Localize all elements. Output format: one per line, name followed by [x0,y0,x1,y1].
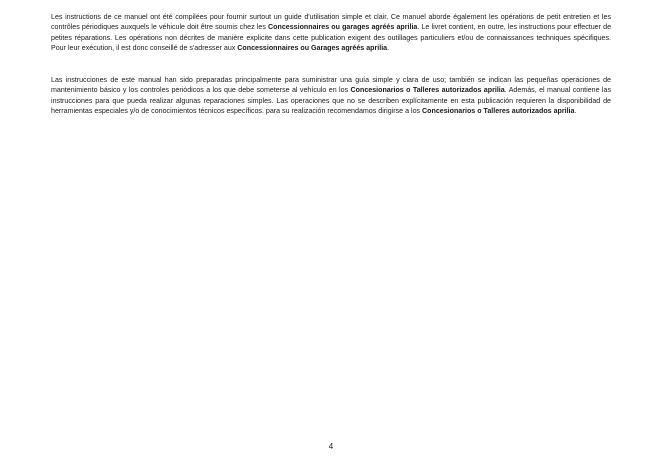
paragraph-text: Les instructions de ce manuel ont été compilées pour fournir surtout un guide d'utilisation simple et clair. Ce manuel aborde également les opérations de petit entretien et les contrôles périodiques auxquels le véhicule doit être soumis chez les [51,13,611,32]
dealer-name-bold: Concesionarios o Talleres autorizados aprilia [422,106,575,115]
page-number: 4 [328,442,334,451]
paragraph-text: Las instrucciones de este manual han sido preparadas principalmente para suministrar una guía simple y clara de uso; también se indican las pequeñas operaciones de mantenimiento básico y los controles periódicos a los que debe someterse al vehículo en los [51,76,611,95]
dealer-name-bold: Concessionnaires ou garages agréés aprilia [268,23,418,32]
dealer-name-bold: Concessionnaires ou Garages agréés aprilia [237,43,388,52]
paragraph-text: . Además, el manual contiene las instrucciones para que pueda realizar algunas reparaciones simples. Las operaciones que no se describen explícitamente en esta publicación requieren la disponibilidad de herramientas especiales y/o de conocimientos técnicos específicos. para su realización recomendamos dirigirse a los [51,86,612,115]
paragraph-french [51,12,611,53]
paragraph-text: . [387,43,390,52]
paragraph-spanish [51,75,611,116]
paragraph-text: . Le livret contient, en outre, les instructions pour effectuer de petites réparations. Les opérations non décrites de manière explicite dans cette publication exigent des outillages particuliers et/ou de connaissances techniques spécifiques. Pour leur exécution, il est donc conseillé de s'adresser aux [51,23,612,52]
dealer-name-bold: Concesionarios o Talleres autorizados aprilia [350,86,505,95]
paragraph-text: . [574,106,577,115]
